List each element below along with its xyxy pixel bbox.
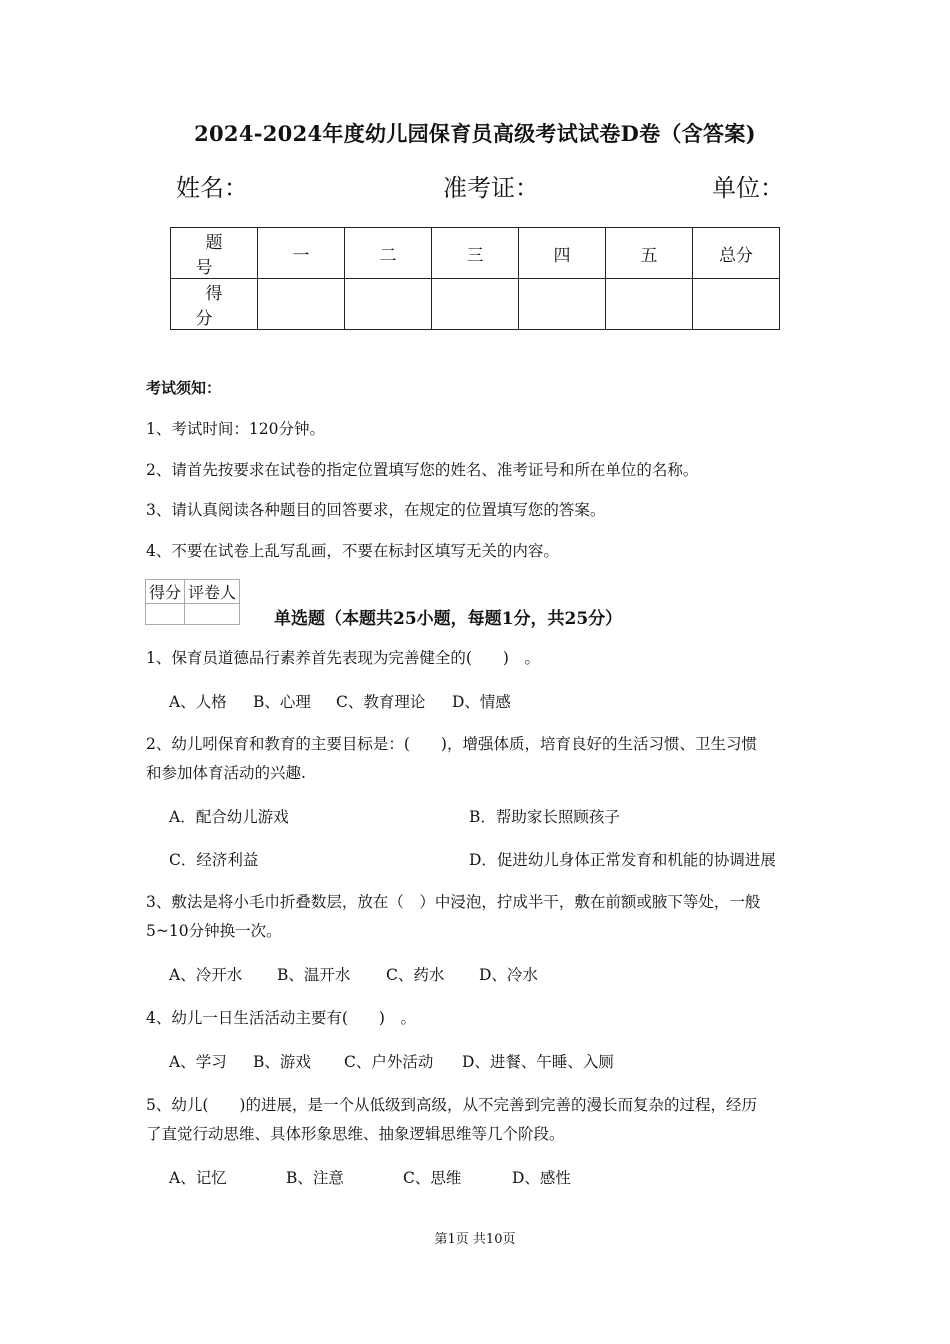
section-heading: 单选题（本题共25小题，每题1分，共25分） — [274, 609, 623, 629]
exam-id-field-label: 准考证： — [443, 174, 539, 202]
score-cell — [519, 279, 606, 330]
name-field-label: 姓名： — [176, 174, 248, 202]
unit-field-label: 单位： — [712, 174, 784, 202]
grader-score-label: 得分 — [146, 580, 185, 604]
section-4-header: 四 — [519, 228, 606, 279]
question-2-stem-line1: 2、幼儿吲保育和教育的主要目标是：( )，增强体质，培育良好的生活习惯、卫生习惯 — [146, 735, 757, 753]
q1-option-c: C、教育理论 — [336, 693, 426, 711]
q3-option-d: D、冷水 — [479, 966, 538, 984]
q5-option-a: A、记忆 — [169, 1169, 227, 1187]
notice-item: 4、不要在试卷上乱写乱画，不要在标封区填写无关的内容。 — [146, 542, 559, 560]
page-footer: 第1页 共10页 — [434, 1232, 516, 1247]
q2-option-d: D．促进幼儿身体正常发育和机能的协调进展 — [469, 851, 776, 869]
section-3-header: 三 — [432, 228, 519, 279]
q3-option-a: A、冷开水 — [169, 966, 243, 984]
total-header: 总分 — [693, 228, 780, 279]
score-cell — [432, 279, 519, 330]
question-number-label: 题 号 — [171, 228, 258, 279]
q2-option-b: B．帮助家长照顾孩子 — [469, 808, 620, 826]
score-table-score-row — [171, 279, 780, 330]
grader-box — [145, 579, 240, 625]
question-1-stem: 1、保育员道德品行素养首先表现为完善健全的( ) 。 — [146, 649, 540, 667]
q4-option-c: C、户外活动 — [344, 1053, 434, 1071]
q3-option-c: C、药水 — [386, 966, 445, 984]
score-cell — [606, 279, 693, 330]
q1-option-a: A、人格 — [169, 693, 227, 711]
q5-option-d: D、感性 — [512, 1169, 571, 1187]
score-table — [170, 227, 780, 330]
section-5-header: 五 — [606, 228, 693, 279]
question-5-stem-line2: 了直觉行动思维、具体形象思维、抽象逻辑思维等几个阶段。 — [146, 1125, 565, 1143]
score-cell — [345, 279, 432, 330]
score-cell — [693, 279, 780, 330]
q5-option-c: C、思维 — [403, 1169, 462, 1187]
q1-option-d: D、情感 — [452, 693, 511, 711]
question-2-stem-line2: 和参加体育活动的兴趣. — [146, 764, 306, 782]
q4-option-b: B、游戏 — [253, 1053, 311, 1071]
q5-option-b: B、注意 — [286, 1169, 344, 1187]
section-1-header: 一 — [258, 228, 345, 279]
notice-heading: 考试须知： — [146, 379, 222, 397]
notice-item: 3、请认真阅读各种题目的回答要求，在规定的位置填写您的答案。 — [146, 501, 606, 519]
q3-option-b: B、温开水 — [277, 966, 351, 984]
q4-option-d: D、进餐、午睡、入厕 — [462, 1053, 614, 1071]
q2-option-c: C．经济利益 — [169, 851, 259, 869]
q2-option-a: A．配合幼儿游戏 — [169, 808, 289, 826]
grader-name-cell — [185, 604, 240, 625]
q4-option-a: A、学习 — [169, 1053, 227, 1071]
section-2-header: 二 — [345, 228, 432, 279]
grader-name-label: 评卷人 — [185, 580, 240, 604]
question-3-stem-line2: 5~10分钟换一次。 — [146, 922, 282, 940]
exam-title: 2024-2024年度幼儿园保育员高级考试试卷D卷（含答案) — [194, 121, 756, 146]
score-label: 得 分 — [171, 279, 258, 330]
notice-item: 1、考试时间：120分钟。 — [146, 420, 325, 438]
question-4-stem: 4、幼儿一日生活活动主要有( ) 。 — [146, 1009, 416, 1027]
question-3-stem-line1: 3、敷法是将小毛巾折叠数层，放在（ ）中浸泡，拧成半干，敷在前额或腋下等处，一般 — [146, 893, 761, 911]
grader-score-cell — [146, 604, 185, 625]
notice-item: 2、请首先按要求在试卷的指定位置填写您的姓名、准考证号和所在单位的名称。 — [146, 461, 699, 479]
score-table-header-row — [171, 228, 780, 279]
q1-option-b: B、心理 — [253, 693, 311, 711]
question-5-stem-line1: 5、幼儿( )的进展，是一个从低级到高级，从不完善到完善的漫长而复杂的过程，经历 — [146, 1096, 757, 1114]
